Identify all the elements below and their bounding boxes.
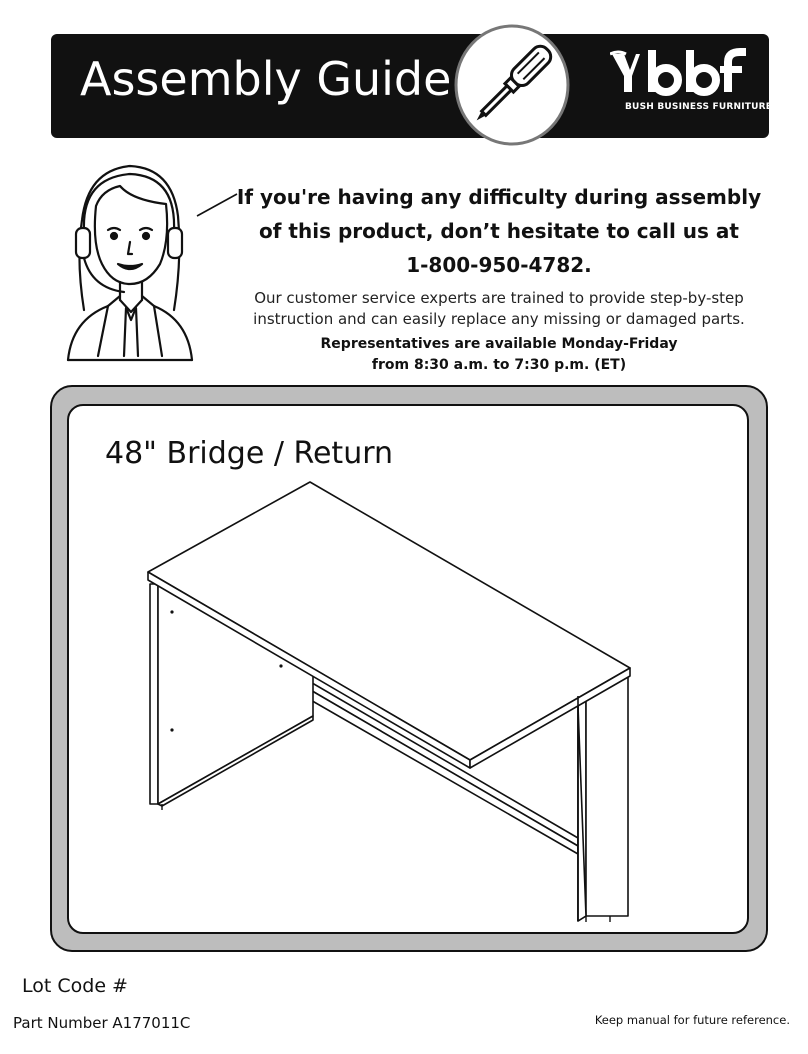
screwdriver-icon (453, 23, 571, 147)
support-phone-number: 1-800-950-4782. (406, 253, 592, 277)
keep-manual-note: Keep manual for future reference. (594, 1013, 790, 1027)
support-detail-line: instruction and can easily replace any missing or damaged parts. (253, 310, 745, 328)
product-title: 48" Bridge / Return (105, 436, 394, 471)
support-hours-line: from 8:30 a.m. to 7:30 p.m. (ET) (371, 357, 627, 373)
page-title: Assembly Guide (80, 52, 452, 106)
support-headline (232, 180, 766, 282)
support-headline-line: If you're having any difficulty during assembly (236, 185, 762, 209)
support-detail-line: Our customer service experts are trained to provide step-by-step (254, 289, 744, 307)
support-hours-line: Representatives are available Monday-Friday (320, 336, 678, 352)
support-hours (232, 334, 766, 376)
bbf-logo-icon (610, 46, 760, 102)
support-headline-line: of this product, don’t hesitate to call us at (259, 219, 739, 243)
support-details (232, 288, 766, 330)
part-number: Part Number A177011C (13, 1014, 191, 1032)
brand-logo (610, 46, 773, 126)
customer-service-agent-icon (62, 160, 197, 365)
lot-code-label: Lot Code # (22, 975, 128, 997)
desk-bridge-return-icon (140, 476, 640, 926)
brand-tagline: BUSH BUSINESS FURNITURE (625, 102, 773, 112)
